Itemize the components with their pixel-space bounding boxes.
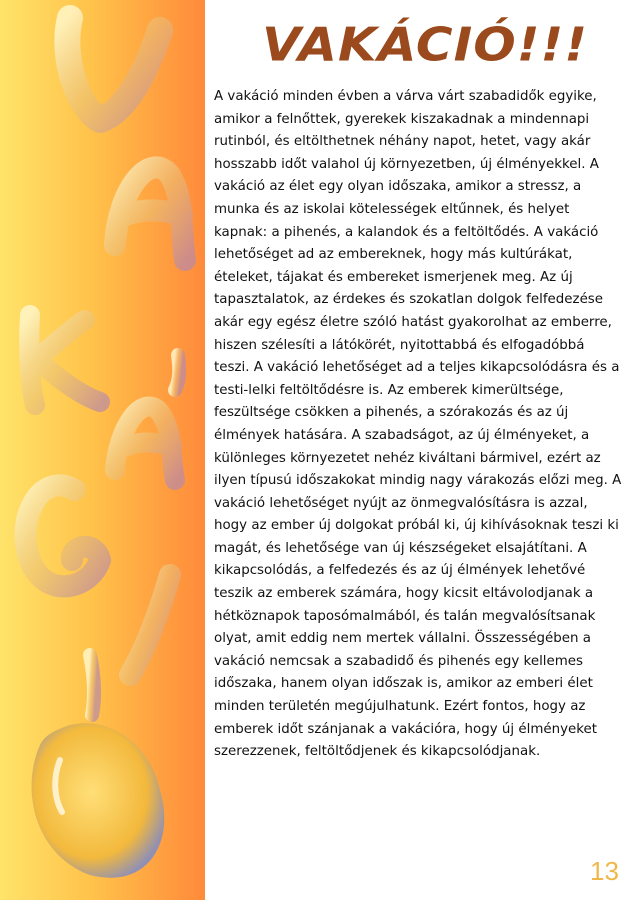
bubble-letter-c: [26, 485, 100, 586]
bubble-letter-a-accent: [115, 406, 175, 480]
bubble-letter-i: [130, 575, 170, 675]
body-paragraph: A vakáció minden évben a várva várt szabadidők egyike, amikor a felnőttek, gyerekek kiszakadnak a mindennapi rutinból, és eltölthetnek néhány napot, hetet, vagy akár hosszabb időt valahol új környezetben, új élményekkel. A vakáció az élet egy olyan időszaka, amikor a stressz, a munka és az iskolai kötelességek eltűnnek, és helyet kapnak: a pihenés, a kalandok és a feltöltődés. A vakáció lehetőséget ad az embereknek, hogy más kultúrákat, ételeket, tájakat és embereket ismerjenek meg. Az új tapasztalatok, az érdekes és szokatlan dolgok felfedezése akár egy egész életre szóló hatást gyakorolhat az emberre, hiszen szélesíti a látókörét, nyitottabbá és elfogadóbbá teszi. A vakáció lehetőséget ad a teljes kikapcsolódásra és a testi-lelki feltöltődésre is. Az emberek kimerültsége, feszültsége csökken a pihenés, a szórakozás és az új élmények hatására. A szabadságot, az új élményeket, a különleges környezetet nehéz kiváltani bármivel, ezért az ilyen típusú időszakokat mindig nagy várakozás előzi meg. A vakáció lehetőséget nyújt az önmegvalósításra is azzal, hogy az ember új dolgokat próbál ki, új kihívásoknak teszi ki magát, és lehetősége van új készségeket elsajátítani. A kikapcsolódás, a felfedezés és az új élmények lehetővé teszik az emberek számára, hogy kicsit eltávolodjanak a hétköznapok taposómalmából, és talán megvalósítsanak olyat, amit eddig nem mertek vállalni. Összességében a vakáció nemcsak a szabadidő és pihenés egy kellemes időszaka, hanem olyan időszak is, amikor az emberi élet minden területén megújulhatunk. Ezért fontos, hogy az emberek időt szánjanak a vakációra, hogy új élményeket szerezzenek, feltöltődjenek és kikapcsolódjanak.: [214, 89, 622, 760]
page-number: 13: [590, 856, 619, 886]
bubble-letter-a: [115, 167, 185, 260]
bubble-letter-o: [32, 723, 165, 878]
bubble-letter-k: [29, 315, 100, 405]
decorative-side-strip: [0, 0, 205, 900]
bubble-letters-illustration: [0, 0, 205, 900]
bubble-dot: [90, 655, 94, 715]
bubble-letter-v: [67, 18, 160, 120]
page-title: VAKÁCIÓ!!!: [262, 18, 589, 72]
bubble-accent: [175, 355, 179, 390]
